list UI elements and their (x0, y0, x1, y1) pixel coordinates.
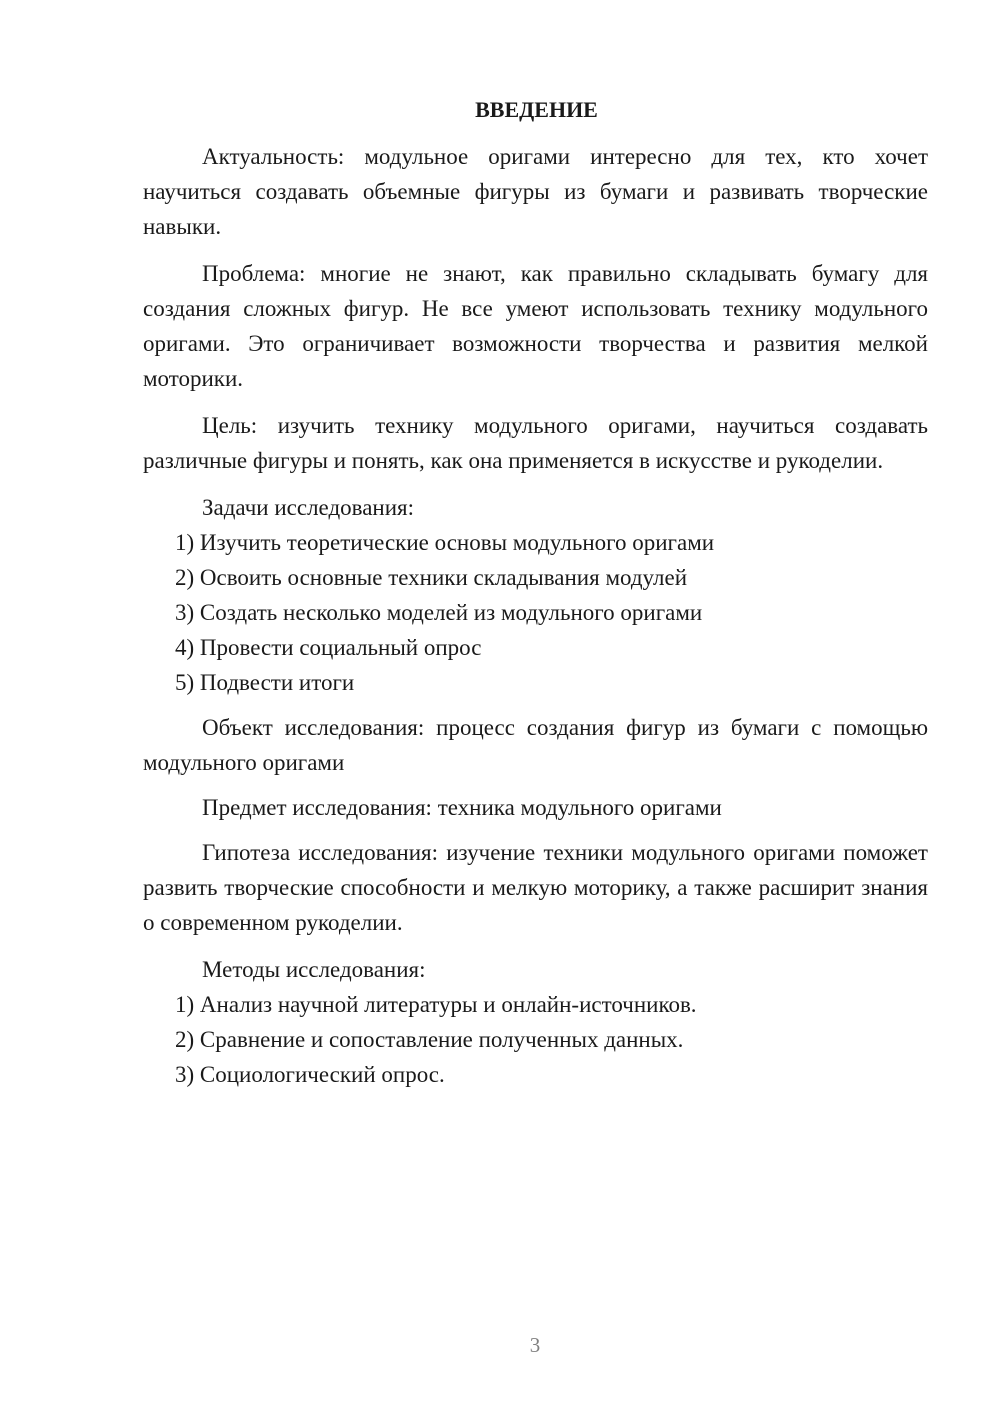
task-item: 5) Подвести итоги (175, 670, 355, 695)
page-number: 3 (529, 1333, 541, 1357)
goal-paragraph: Цель: изучить технику модульного оригами, научиться создавать различные фигуры и понять, как она применяется в искусстве и рукоделии. (143, 413, 928, 473)
tasks-heading: Задачи исследования: (202, 495, 415, 520)
hypothesis-paragraph: Гипотеза исследования: изучение техники модульного оригами поможет развить творческие способности и мелкую моторику, а также расширит знания о современном рукоделии. (143, 840, 928, 935)
method-item: 1) Анализ научной литературы и онлайн-источников. (175, 992, 697, 1017)
object-paragraph: Объект исследования: процесс создания фигур из бумаги с помощью модульного оригами (143, 715, 928, 775)
problem-paragraph: Проблема: многие не знают, как правильно складывать бумагу для создания сложных фигур. Не все умеют использовать технику модульного оригами. Это ограничивает возможности творчества и развития мелкой моторики. (143, 261, 928, 391)
page-content (143, 92, 928, 1092)
task-item: 4) Провести социальный опрос (175, 635, 482, 660)
task-item: 3) Создать несколько моделей из модульного оригами (175, 600, 703, 625)
task-item: 2) Освоить основные техники складывания модулей (175, 565, 688, 590)
method-item: 3) Социологический опрос. (175, 1062, 445, 1087)
relevance-paragraph: Актуальность: модульное оригами интересно для тех, кто хочет научиться создавать объемные фигуры из бумаги и развивать творческие навыки. (143, 144, 928, 239)
method-item: 2) Сравнение и сопоставление полученных данных. (175, 1027, 684, 1052)
methods-heading: Методы исследования: (202, 957, 426, 982)
subject-paragraph: Предмет исследования: техника модульного оригами (202, 795, 722, 820)
task-item: 1) Изучить теоретические основы модульного оригами (175, 530, 715, 555)
section-title: ВВЕДЕНИЕ (475, 97, 598, 122)
